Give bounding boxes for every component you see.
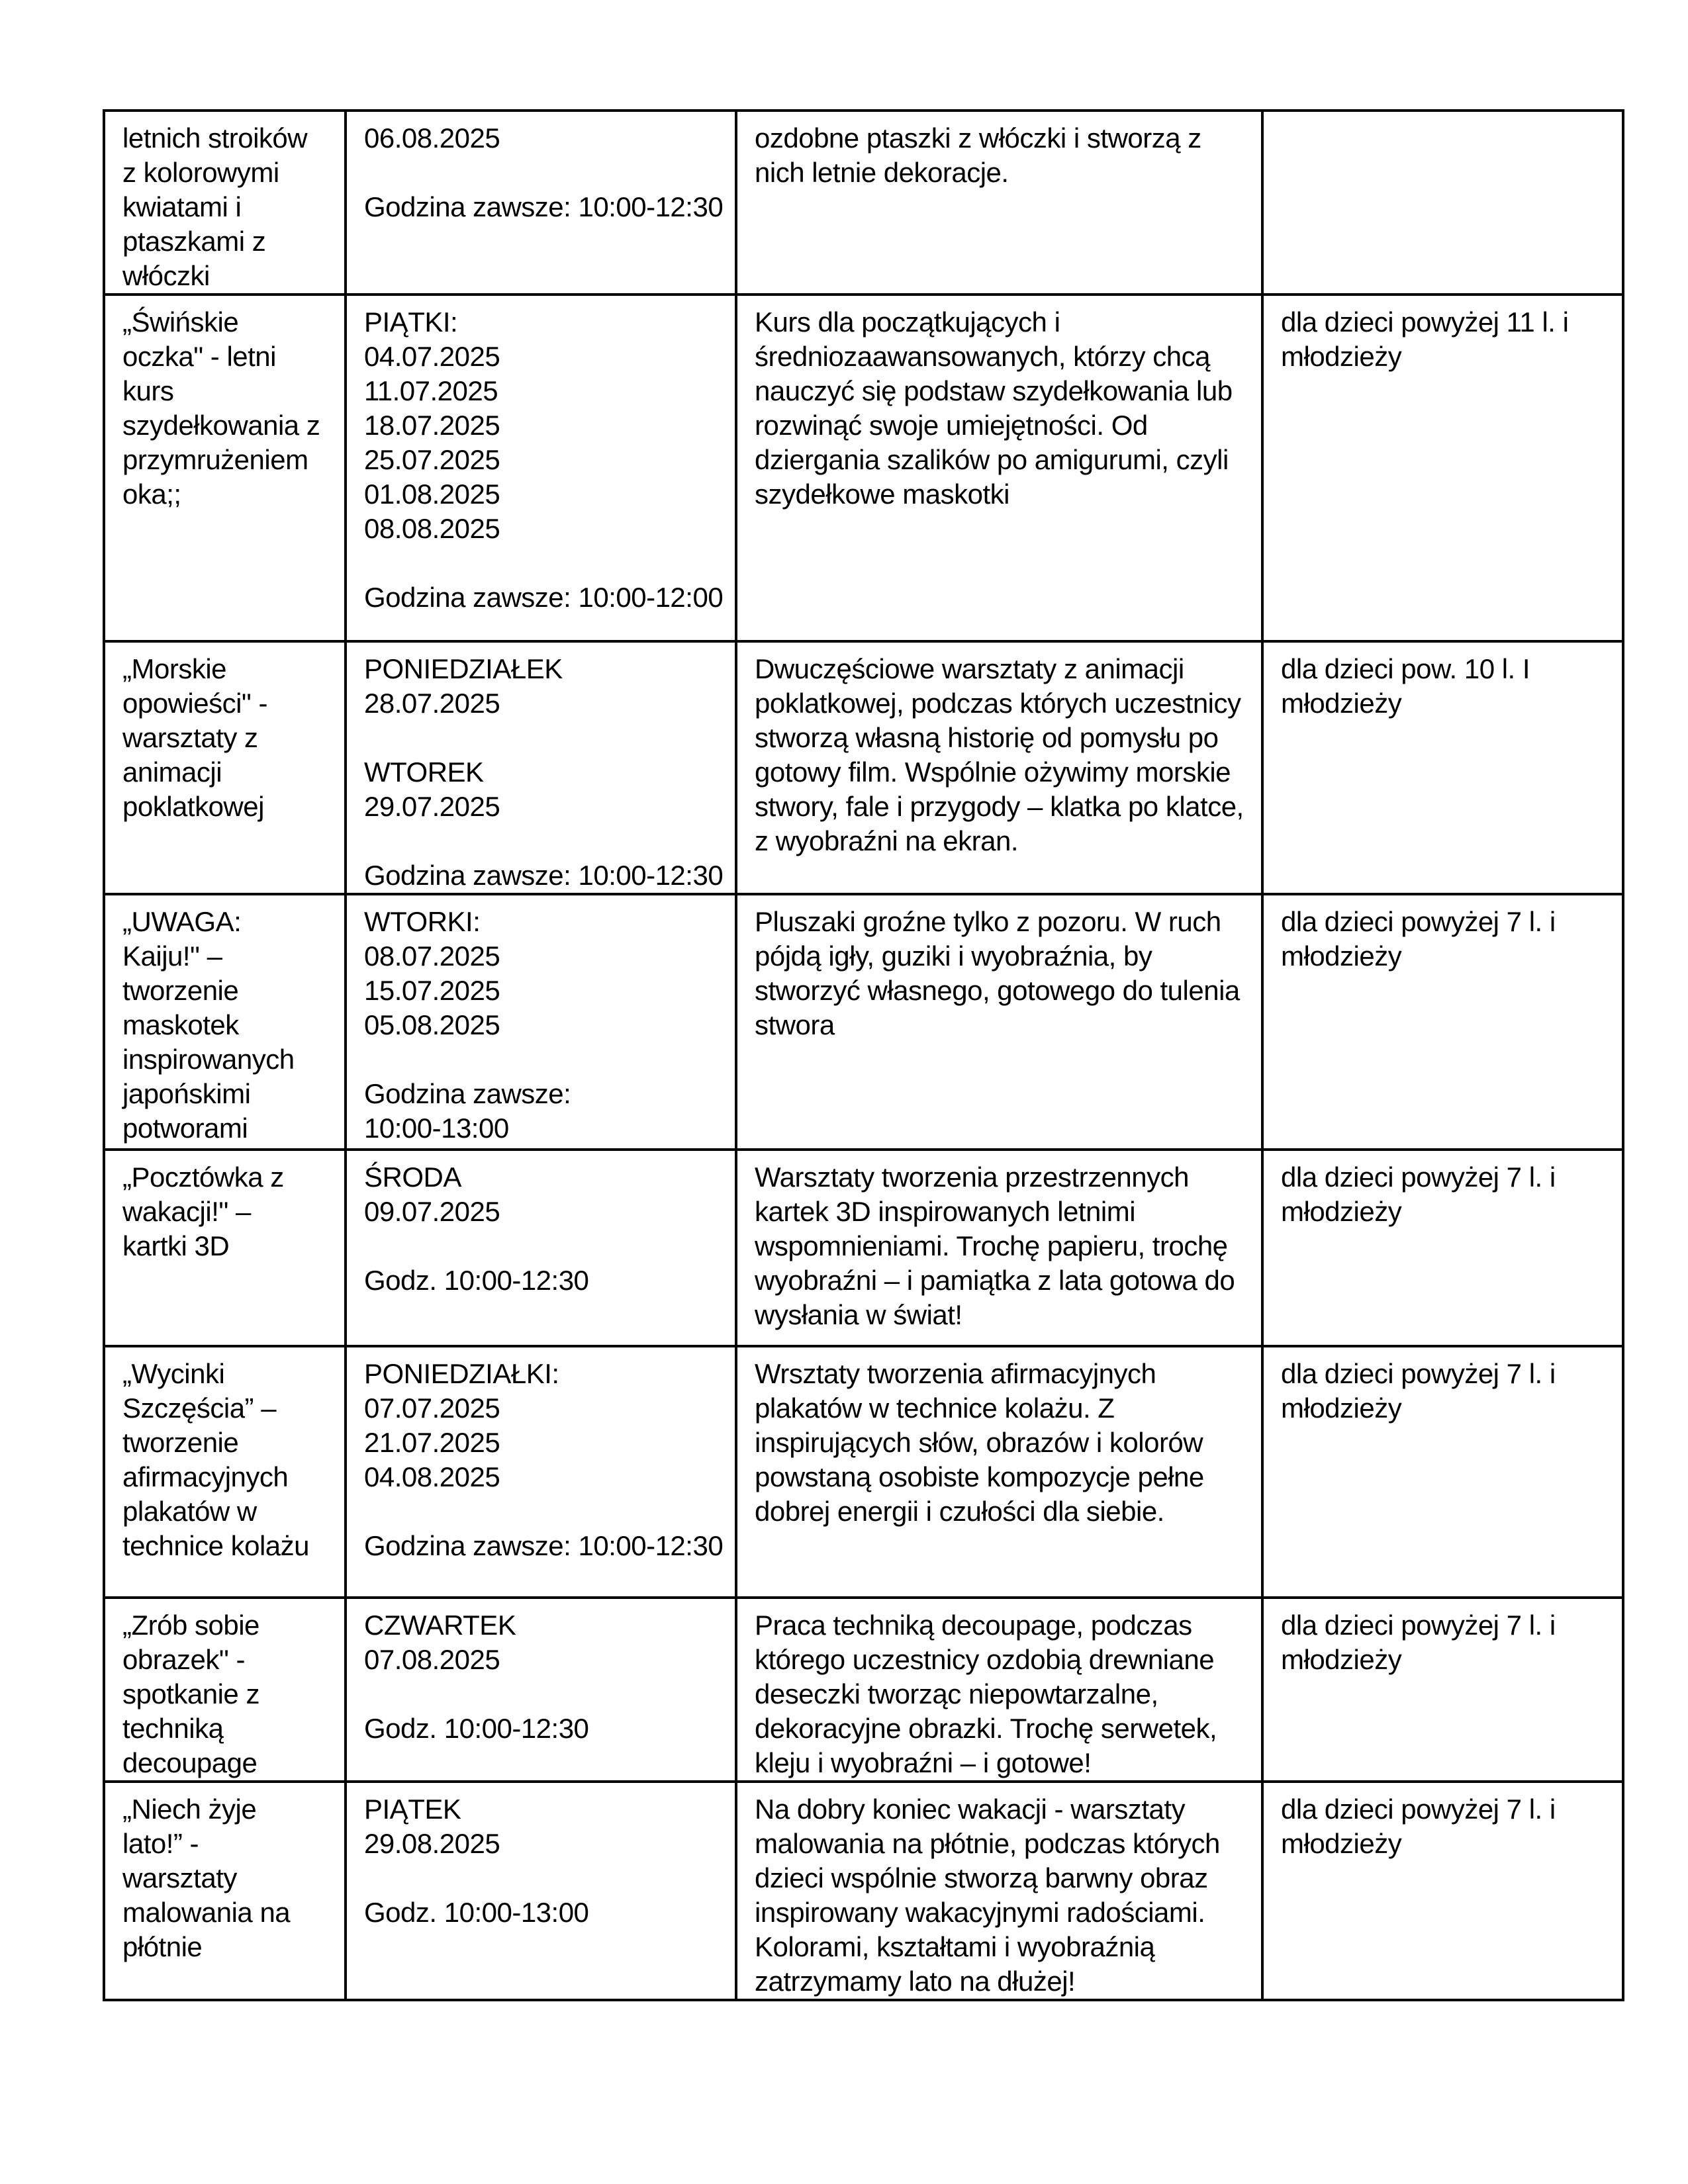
blank-line [364,1677,728,1711]
text-line: Godz. 10:00-12:30 [364,1713,589,1744]
text-line: Kaiju!" – [122,940,222,972]
blank-line [364,824,728,858]
cell-activity-title [104,1346,346,1598]
text-line: „Morskie [122,653,227,684]
text-line: z kolorowymi [122,157,279,188]
text-line: „Wycinki [122,1358,225,1389]
text-line: animacji [122,756,222,788]
cell-audience [1262,641,1623,894]
text-line: „Zrób sobie [122,1610,259,1641]
table-row [104,111,1623,295]
text-line: Godzina zawsze: 10:00-12:30 [364,191,724,222]
blank-line [364,721,728,755]
table-row [104,1346,1623,1598]
text-line: włóczki [122,260,210,291]
description-text: Dwuczęściowe warsztaty z animacji poklatkowej, podczas których uczestnicy stworzą własną historię od pomysłu po gotowy film. Wspólnie ożywimy morskie stwory, fale i przygody – klatka po klatce, z wyobraźni na ekran. [755,653,1244,856]
text-line: 04.07.2025 [364,341,500,372]
text-line: 07.07.2025 [364,1392,500,1424]
text-line: Godzina zawsze: 10:00-12:00 [364,582,724,613]
text-line: 11.07.2025 [364,375,498,406]
text-line: WTOREK [364,756,484,788]
text-line: 04.08.2025 [364,1461,500,1492]
cell-schedule [346,1598,736,1782]
workshops-table [103,109,1624,2001]
cell-activity-title [104,1150,346,1346]
blank-line [364,1042,728,1077]
blank-line [364,156,728,190]
text-line: warsztaty z [122,722,258,753]
text-line: PIĄTEK [364,1794,461,1825]
text-line: 08.08.2025 [364,513,500,544]
cell-description [736,1598,1262,1782]
text-line: 05.08.2025 [364,1009,500,1040]
cell-schedule [346,295,736,641]
cell-activity-title [104,641,346,894]
text-line: młodzieży [1281,940,1402,972]
text-line: PONIEDZIAŁEK [364,653,563,684]
text-line: opowieści" - [122,688,267,719]
cell-activity-title [104,1598,346,1782]
table-row [104,1150,1623,1346]
cell-schedule [346,111,736,295]
text-line: dla dzieci powyżej 7 l. i [1281,1161,1556,1193]
blank-line [364,1494,728,1529]
text-line: malowania na [122,1897,291,1928]
workshops-table-body [104,111,1623,2000]
text-line: plakatów w [122,1496,257,1527]
cell-activity-title [104,1782,346,2000]
cell-schedule [346,1150,736,1346]
text-line: 01.08.2025 [364,478,500,510]
text-line: młodzieży [1281,688,1402,719]
text-line: maskotek [122,1009,239,1040]
text-line: potworami [122,1113,248,1144]
text-line: młodzieży [1281,1392,1402,1424]
text-line: lato!” - [122,1828,199,1859]
text-line: warsztaty [122,1862,237,1893]
table-row [104,1782,1623,2000]
text-line: PONIEDZIAŁKI: [364,1358,559,1389]
cell-audience [1262,1346,1623,1598]
text-line: spotkanie z [122,1678,259,1709]
text-line: obrazek" - [122,1644,245,1675]
text-line: oczka" - letni [122,341,276,372]
description-text: Kurs dla początkujących i średniozaawansowanych, którzy chcą nauczyć się podstaw szydełkowania lub rozwinąć swoje umiejętności. Od dziergania szalików po amigurumi, czyli szydełkowe maskotki [755,306,1233,510]
cell-description [736,111,1262,295]
cell-schedule [346,1346,736,1598]
cell-description [736,641,1262,894]
cell-schedule [346,641,736,894]
text-line: młodzieży [1281,1828,1402,1859]
text-line: poklatkowej [122,791,264,822]
cell-audience [1262,1150,1623,1346]
text-line: tworzenie [122,1427,239,1458]
cell-schedule [346,1782,736,2000]
text-line: inspirowanych [122,1044,295,1075]
cell-activity-title [104,894,346,1150]
text-line: 08.07.2025 [364,940,500,972]
table-row [104,894,1623,1150]
text-line: PIĄTKI: [364,306,458,338]
text-line: oka;; [122,478,181,510]
text-line: 09.07.2025 [364,1196,500,1227]
text-line: 21.07.2025 [364,1427,500,1458]
blank-line [364,546,728,580]
text-line: młodzieży [1281,1196,1402,1227]
description-text: Na dobry koniec wakacji - warsztaty malowania na płótnie, podczas których dzieci wspólnie stworzą barwny obraz inspirowany wakacyjnymi radościami. Kolorami, kształtami i wyobraźnią zatrzymamy lato na dłużej! [755,1794,1220,1997]
table-row [104,641,1623,894]
cell-description [736,1346,1262,1598]
description-text: Warsztaty tworzenia przestrzennych kartek 3D inspirowanych letnimi wspomnieniami. Trochę papieru, trochę wyobraźni – i pamiątka z lata gotowa do wysłania w świat! [755,1161,1235,1330]
text-line: młodzieży [1281,341,1402,372]
description-text: Wrsztaty tworzenia afirmacyjnych plakatów w technice kolażu. Z inspirujących słów, obrazów i kolorów powstaną osobiste kompozycje pełne dobrej energii i czułości dla siebie. [755,1358,1204,1527]
text-line: ŚRODA [364,1161,461,1193]
text-line: kurs [122,375,174,406]
text-line: ptaszkami z [122,226,266,257]
text-line: japońskimi [122,1078,251,1109]
text-line: „Świńskie [122,306,239,338]
text-line: kwiatami i [122,191,242,222]
text-line: 15.07.2025 [364,975,500,1006]
blank-line [364,1861,728,1895]
text-line: kartki 3D [122,1230,230,1261]
text-line: technice kolażu [122,1530,310,1561]
text-line: młodzieży [1281,1644,1402,1675]
text-line: 18.07.2025 [364,410,500,441]
text-line: dla dzieci powyżej 7 l. i [1281,1358,1556,1389]
description-text: Praca techniką decoupage, podczas którego uczestnicy ozdobią drewniane deseczki tworząc niepowtarzalne, dekoracyjne obrazki. Trochę serwetek, kleju i wyobraźni – i gotowe! [755,1610,1217,1778]
text-line: szydełkowania z [122,410,320,441]
text-line: 29.07.2025 [364,791,500,822]
text-line: Godzina zawsze: 10:00-12:30 [364,1530,724,1561]
cell-schedule [346,894,736,1150]
text-line: Godz. 10:00-13:00 [364,1897,589,1928]
cell-description [736,1150,1262,1346]
text-line: płótnie [122,1931,203,1962]
text-line: dla dzieci powyżej 7 l. i [1281,1610,1556,1641]
text-line: 07.08.2025 [364,1644,500,1675]
cell-audience [1262,1782,1623,2000]
cell-description [736,295,1262,641]
cell-audience [1262,111,1623,295]
text-line: 10:00-13:00 [364,1113,509,1144]
text-line: CZWARTEK [364,1610,516,1641]
text-line: letnich stroików [122,122,308,154]
cell-description [736,1782,1262,2000]
text-line: 25.07.2025 [364,444,500,475]
text-line: dla dzieci powyżej 7 l. i [1281,1794,1556,1825]
cell-audience [1262,1598,1623,1782]
text-line: „UWAGA: [122,906,242,937]
text-line: decoupage [122,1747,258,1778]
text-line: „Pocztówka z [122,1161,284,1193]
table-row [104,295,1623,641]
text-line: „Niech żyje [122,1794,257,1825]
text-line: 28.07.2025 [364,688,500,719]
text-line: dla dzieci powyżej 11 l. i [1281,306,1569,338]
cell-activity-title [104,295,346,641]
text-line: 06.08.2025 [364,122,500,154]
text-line: techniką [122,1713,224,1744]
text-line: dla dzieci pow. 10 l. I [1281,653,1530,684]
table-row [104,1598,1623,1782]
cell-audience [1262,894,1623,1150]
text-line: dla dzieci powyżej 7 l. i [1281,906,1556,937]
text-line: Szczęścia” – [122,1392,277,1424]
cell-description [736,894,1262,1150]
blank-line [364,1229,728,1263]
text-line: WTORKI: [364,906,481,937]
description-text: ozdobne ptaszki z włóczki i stworzą z nich letnie dekoracje. [755,122,1201,188]
text-line: Godzina zawsze: [364,1078,571,1109]
text-line: przymrużeniem [122,444,308,475]
cell-activity-title [104,111,346,295]
cell-audience [1262,295,1623,641]
text-line: Godzina zawsze: 10:00-12:30 [364,860,724,891]
description-text: Pluszaki groźne tylko z pozoru. W ruch pójdą igły, guziki i wyobraźnia, by stworzyć własnego, gotowego do tulenia stwora [755,906,1240,1040]
text-line: Godz. 10:00-12:30 [364,1265,589,1296]
text-line: afirmacyjnych [122,1461,289,1492]
text-line: 29.08.2025 [364,1828,500,1859]
text-line: tworzenie [122,975,239,1006]
text-line: wakacji!" – [122,1196,251,1227]
